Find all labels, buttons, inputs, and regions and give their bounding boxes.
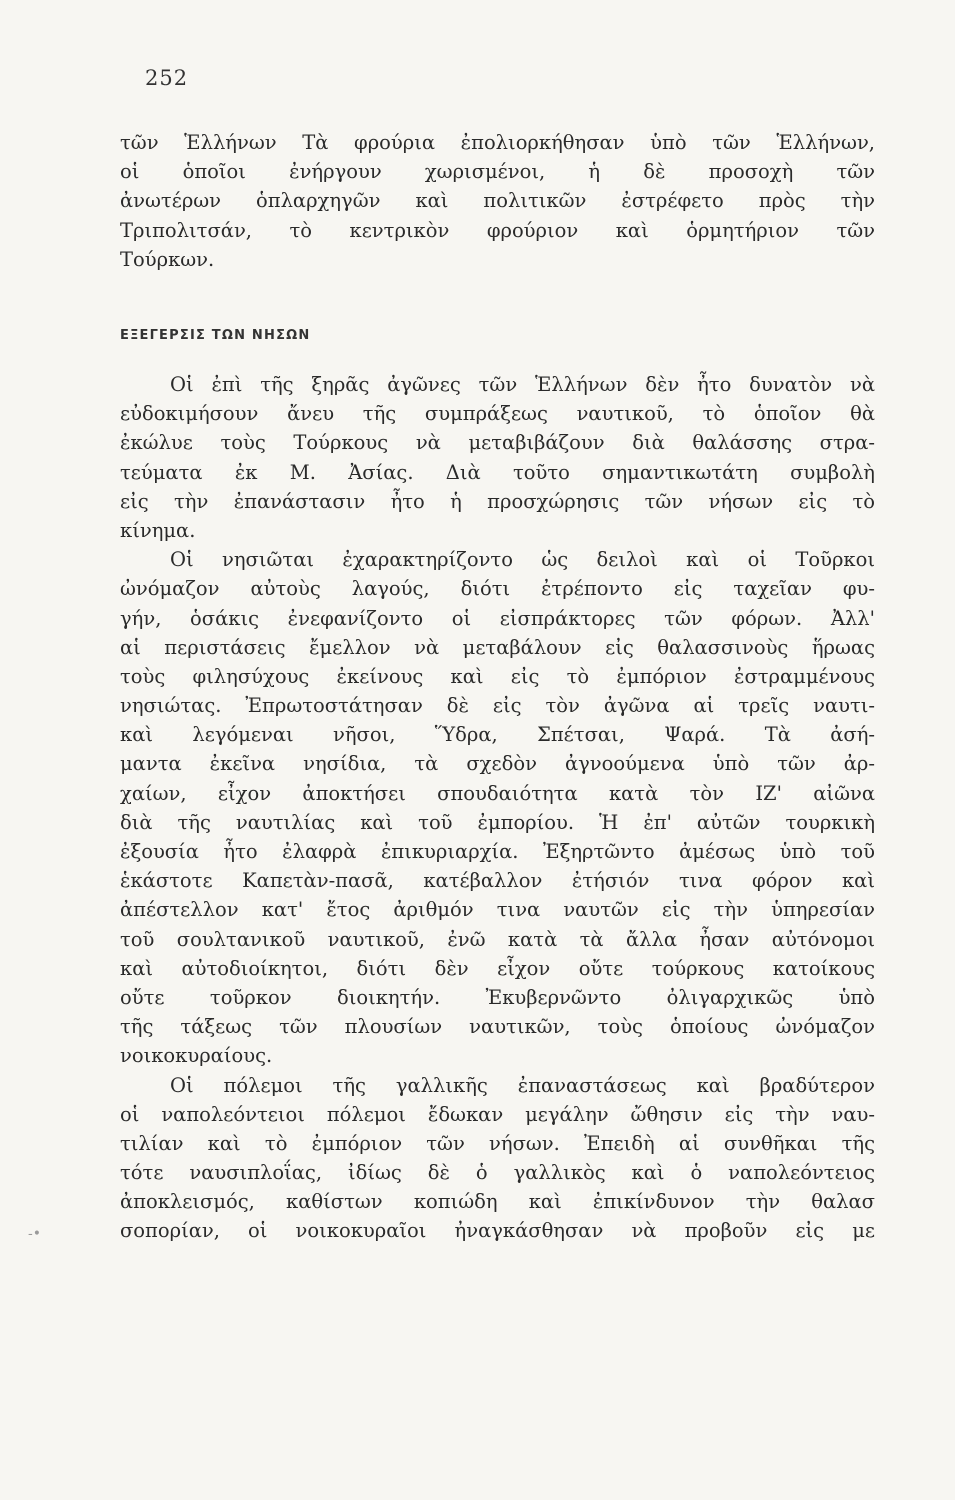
text-line: τεύματα ἐκ Μ. Ἀσίας. Διὰ τοῦτο σημαντικωτάτη συμβολὴ bbox=[120, 460, 875, 484]
section-heading: ΕΞΕΓΕΡΣΙΣ ΤΩΝ ΝΗΣΩΝ bbox=[120, 328, 311, 343]
text-line: καὶ λεγόμεναι νῆσοι, Ὕδρα, Σπέτσαι, Ψαρά. Τὰ ἀσή- bbox=[120, 723, 875, 747]
text-line: νοικοκυραίους. bbox=[120, 1044, 273, 1068]
text-line: τῆς τάξεως τῶν πλουσίων ναυτικῶν, τοὺς ὁποίους ὠνόμαζον bbox=[120, 1015, 875, 1039]
text-line: Οἱ νησιῶται ἐχαρακτηρίζοντο ὡς δειλοὶ καὶ οἱ Τοῦρκοι bbox=[170, 548, 875, 572]
text-line: τῶν Ἑλλήνων Τὰ φρούρια ἐπολιορκήθησαν ὑπὸ τῶν Ἑλλήνων, bbox=[120, 131, 875, 154]
text-line: ἀπέστελλον κατ' ἔτος ἀριθμόν τινα ναυτῶν εἰς τὴν ὑπηρεσίαν bbox=[120, 898, 875, 922]
text-line: ἐξουσία ἦτο ἐλαφρὰ ἐπικυριαρχία. Ἐξηρτῶντο ἀμέσως ὑπὸ τοῦ bbox=[120, 840, 875, 863]
text-line: αἱ περιστάσεις ἔμελλον νὰ μεταβάλουν εἰς θαλασσινοὺς ἥρωας bbox=[120, 635, 875, 659]
text-line: ἀνωτέρων ὁπλαρχηγῶν καὶ πολιτικῶν ἐστρέφετο πρὸς τὴν bbox=[120, 189, 875, 213]
section-body bbox=[120, 370, 875, 1246]
text-line: ἐκώλυε τοὺς Τούρκους νὰ μεταβιβάζουν διὰ θαλάσσης στρα- bbox=[120, 431, 875, 455]
page-number: 252 bbox=[145, 66, 189, 90]
text-line: τότε ναυσιπλοΐας, ἰδίως δὲ ὁ γαλλικὸς καὶ ὁ ναπολεόντειος bbox=[120, 1161, 875, 1185]
text-line: καὶ αὐτοδιοίκητοι, διότι δὲν εἶχον οὔτε τούρκους κατοίκους bbox=[120, 956, 875, 980]
text-line: γήν, ὁσάκις ἐνεφανίζοντο οἱ εἰσπράκτορες τῶν φόρων. Ἀλλ' bbox=[120, 606, 875, 630]
text-line: οὔτε τοῦρκον διοικητήν. Ἐκυβερνῶντο ὀλιγαρχικῶς ὑπὸ bbox=[120, 985, 875, 1009]
text-line: διὰ τῆς ναυτιλίας καὶ τοῦ ἐμπορίου. Ἡ ἐπ' αὐτῶν τουρκικὴ bbox=[120, 810, 875, 834]
text-line: ὠνόμαζον αὐτοὺς λαγούς, διότι ἐτρέποντο εἰς ταχεῖαν φυ- bbox=[120, 577, 875, 601]
text-line: τοὺς φιλησύχους ἐκείνους καὶ εἰς τὸ ἐμπόριον ἐστραμμένους bbox=[120, 664, 875, 688]
text-line: οἱ ὁποῖοι ἐνήργουν χωρισμένοι, ἡ δὲ προσοχὴ τῶν bbox=[120, 160, 875, 184]
text-line: κίνημα. bbox=[120, 518, 196, 542]
margin-mark: -• bbox=[28, 1226, 41, 1242]
text-line: τοῦ σουλτανικοῦ ναυτικοῦ, ἐνῶ κατὰ τὰ ἄλλα ἦσαν αὐτόνομοι bbox=[120, 927, 875, 951]
text-line: ἑκάστοτε Καπετὰν-πασᾶ, κατέβαλλον ἐτήσιόν τινα φόρον καὶ bbox=[120, 869, 875, 893]
text-line: σοπορίαν, οἱ νοικοκυραῖοι ἠναγκάσθησαν νὰ προβοῦν εἰς με bbox=[120, 1219, 875, 1243]
text-line: Τριπολιτσάν, τὸ κεντρικὸν φρούριον καὶ ὁρμητήριον τῶν bbox=[120, 218, 875, 242]
text-line: εὐδοκιμήσουν ἄνευ τῆς συμπράξεως ναυτικοῦ, τὸ ὁποῖον θὰ bbox=[120, 402, 875, 426]
text-line: μαντα ἐκεῖνα νησίδια, τὰ σχεδὸν ἀγνοούμενα ὑπὸ τῶν ἀρ- bbox=[120, 752, 875, 776]
text-line: ἀποκλεισμός, καθίστων κοπιώδη καὶ ἐπικίνδυνον τὴν θαλασ bbox=[120, 1190, 875, 1214]
text-line: Τούρκων. bbox=[120, 247, 215, 271]
text-line: Οἱ πόλεμοι τῆς γαλλικῆς ἐπαναστάσεως καὶ βραδύτερον bbox=[170, 1073, 875, 1097]
text-line: τιλίαν καὶ τὸ ἐμπόριον τῶν νήσων. Ἐπειδὴ αἱ συνθῆκαι τῆς bbox=[120, 1131, 875, 1155]
opening-paragraph bbox=[120, 128, 875, 274]
text-line: εἰς τὴν ἐπανάστασιν ἦτο ἡ προσχώρησις τῶν νήσων εἰς τὸ bbox=[120, 489, 875, 513]
text-line: χαίων, εἶχον ἀποκτήσει σπουδαιότητα κατὰ τὸν ΙΖ' αἰῶνα bbox=[120, 781, 875, 805]
text-line: νησιώτας. Ἐπρωτοστάτησαν δὲ εἰς τὸν ἀγῶνα αἱ τρεῖς ναυτι- bbox=[120, 694, 875, 718]
text-line: Οἱ ἐπὶ τῆς ξηρᾶς ἀγῶνες τῶν Ἑλλήνων δὲν ἦτο δυνατὸν νὰ bbox=[170, 373, 875, 396]
text-line: οἱ ναπολεόντειοι πόλεμοι ἔδωκαν μεγάλην ὤθησιν εἰς τὴν ναυ- bbox=[120, 1102, 875, 1126]
